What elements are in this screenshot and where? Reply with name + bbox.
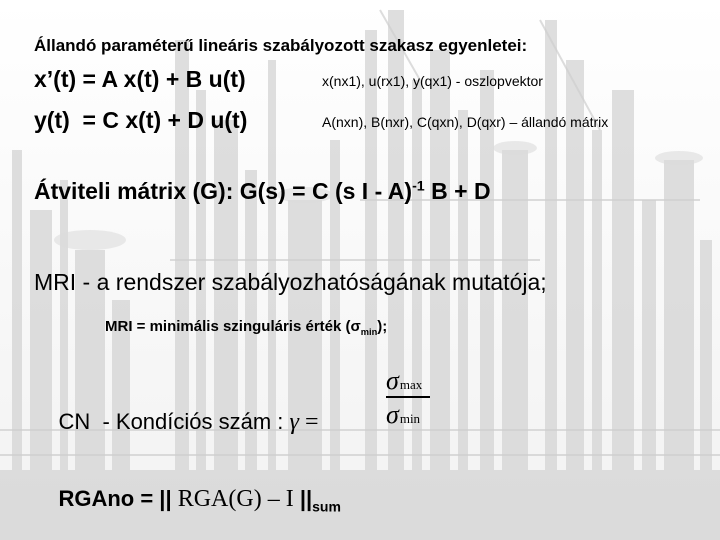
slide-title: Állandó paraméterű lineáris szabályozott szakasz egyenletei: [34, 36, 528, 55]
output-equation: y(t) = C x(t) + D u(t) [34, 107, 248, 133]
mri-definition-sub: min [360, 327, 378, 337]
fraction-denominator [386, 400, 420, 430]
sigma-max-symbol: σ [386, 366, 399, 395]
transfer-matrix-formula [34, 178, 491, 205]
rga-number-formula [34, 460, 341, 539]
condition-number-fraction [386, 366, 436, 432]
sigma-min-sub: min [399, 411, 421, 426]
sigma-max-sub: max [399, 377, 423, 392]
transfer-matrix-suffix: B + D [424, 178, 491, 204]
fraction-numerator [386, 366, 422, 396]
transfer-matrix-prefix: Átviteli mátrix (G): G(s) = C (s I - A) [34, 178, 413, 204]
transfer-matrix-exponent: -1 [412, 178, 425, 195]
mri-definition-suffix: ); [377, 318, 388, 335]
rga-expression: RGA(G) – I [177, 486, 294, 512]
cn-label-text: CN - Kondíciós szám : [58, 409, 290, 434]
mri-description: MRI - a rendszer szabályozhatóságának mutatója; [34, 269, 547, 295]
condition-number-label [34, 383, 319, 462]
gamma-symbol: γ [289, 409, 299, 435]
rga-prefix: RGAno = || [58, 486, 178, 511]
sigma-min-symbol: σ [386, 400, 399, 429]
mri-definition-prefix: MRI = minimális szinguláris érték (σ [105, 318, 361, 335]
output-equation-note: A(nxn), B(nxr), C(qxn), D(qxr) – állandó mátrix [322, 114, 609, 130]
state-equation-note: x(nx1), u(rx1), y(qx1) - oszlopvektor [322, 73, 543, 89]
mri-definition [105, 318, 387, 335]
rga-sub: sum [312, 498, 341, 515]
fraction-bar [386, 396, 430, 398]
rga-suffix: || [293, 486, 313, 511]
cn-equals: = [299, 409, 319, 435]
state-equation: x’(t) = A x(t) + B u(t) [34, 66, 246, 92]
